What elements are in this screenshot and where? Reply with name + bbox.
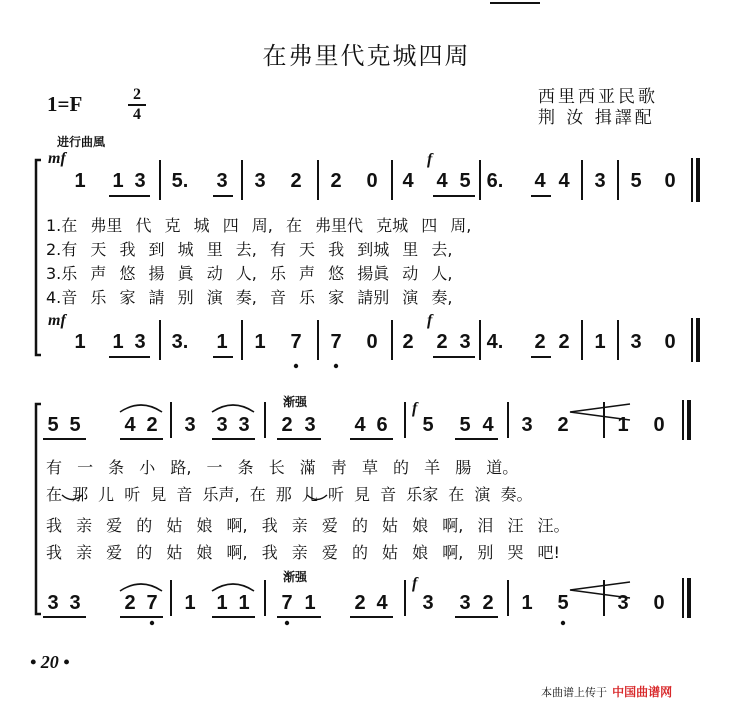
note: 3 [594, 170, 606, 192]
note: 1 [521, 592, 533, 614]
note: 3 [521, 414, 533, 436]
note: 4 [354, 414, 366, 436]
song-origin: 西里西亚民歌 [538, 87, 658, 107]
note: 3 [304, 414, 316, 436]
lyric-verse-1b: 有 一 条 小 路, 一 条 长 滿 靑 草 的 羊 腸 道。 [46, 458, 519, 477]
crescendo-text-2: 渐强 [283, 570, 308, 584]
note: 2 [557, 414, 569, 436]
time-signature-top: 2 [133, 86, 141, 103]
note: 0 [664, 170, 676, 192]
site-logo[interactable]: 中国曲谱网 [612, 685, 673, 699]
note: 4 [482, 414, 494, 436]
note: 5. [171, 170, 189, 192]
note: 7 [330, 331, 342, 353]
note: 1 [238, 592, 250, 614]
note: 3 [216, 170, 228, 192]
note: 5 [459, 414, 471, 436]
note: 1 [617, 414, 629, 436]
note: 4 [558, 170, 570, 192]
note: 2 [124, 592, 136, 614]
beams-2 [43, 439, 498, 617]
dynamic-f-4: f [412, 575, 418, 592]
note: 3 [459, 331, 471, 353]
note: 1 [254, 331, 266, 353]
note: 6 [376, 414, 388, 436]
translator-credit: 荆 汝 揖譯配 [538, 108, 655, 128]
note: 1 [216, 331, 228, 353]
crescendo-text-1: 渐强 [283, 395, 308, 409]
note: 0 [366, 170, 378, 192]
system-bracket-2 [36, 404, 41, 614]
octave-dots [150, 364, 565, 625]
note: 4 [436, 170, 448, 192]
note: 3 [422, 592, 434, 614]
note: 2 [482, 592, 494, 614]
note: 1 [184, 592, 196, 614]
barlines-1-lower [160, 318, 698, 362]
note: 7 [281, 592, 293, 614]
note: 2 [436, 331, 448, 353]
note: 4 [402, 170, 414, 192]
lyric-verse-1: 1.在 弗里 代 克 城 四 周, 在 弗里代 克城 四 周, [46, 216, 472, 235]
note: 0 [653, 592, 665, 614]
note: 5 [630, 170, 642, 192]
note: 3. [171, 331, 189, 353]
page-number: • 20 • [30, 652, 70, 672]
note: 0 [653, 414, 665, 436]
footer-attribution [541, 681, 672, 700]
tempo-marking: 进行曲風 [57, 135, 106, 149]
time-signature-bottom: 4 [128, 104, 146, 124]
note: 5 [557, 592, 569, 614]
note: 2 [281, 414, 293, 436]
note: 2 [290, 170, 302, 192]
note: 3 [134, 170, 146, 192]
lyric-verse-4b: 我 亲 爱 的 姑 娘 啊, 我 亲 爱 的 姑 娘 啊, 别 哭 吧! [46, 543, 560, 562]
barlines-1-upper [160, 158, 698, 202]
note: 5 [69, 414, 81, 436]
note: 3 [134, 331, 146, 353]
dynamic-f-1: f [427, 151, 433, 168]
note: 3 [69, 592, 81, 614]
lyric-slurs [62, 495, 327, 500]
system-bracket-1 [36, 160, 41, 355]
note: 4 [124, 414, 136, 436]
note: 1 [112, 170, 124, 192]
note: 2 [558, 331, 570, 353]
note: 2 [146, 414, 158, 436]
key-signature: 1=F [47, 92, 83, 116]
lyric-verse-3: 3.乐 声 悠 揚 眞 动 人, 乐 声 悠 揚眞 动 人, [46, 264, 453, 283]
lyric-verse-2: 2.有 天 我 到 城 里 去, 有 天 我 到城 里 去, [46, 240, 453, 259]
note: 5 [47, 414, 59, 436]
lyric-verse-3b: 我 亲 爱 的 姑 娘 啊, 我 亲 爱 的 姑 娘 啊, 泪 汪 汪。 [46, 516, 570, 535]
note: 1 [74, 331, 86, 353]
dynamic-mf-1: mf [48, 150, 66, 167]
note: 3 [238, 414, 250, 436]
note: 4. [486, 331, 504, 353]
note: 5 [422, 414, 434, 436]
note: 1 [74, 170, 86, 192]
dynamic-f-2: f [427, 312, 433, 329]
note: 4 [376, 592, 388, 614]
beams-1 [109, 196, 551, 357]
note: 3 [216, 414, 228, 436]
dynamic-mf-2: mf [48, 312, 66, 329]
lyric-verse-4: 4.音 乐 家 請 别 演 奏, 音 乐 家 請别 演 奏, [46, 288, 453, 307]
note: 0 [664, 331, 676, 353]
note: 1 [112, 331, 124, 353]
note: 3 [630, 331, 642, 353]
note: 3 [617, 592, 629, 614]
note: 2 [534, 331, 546, 353]
slurs [120, 405, 254, 591]
note: 2 [330, 170, 342, 192]
page-title: 在弗里代克城四周 [262, 42, 471, 70]
note: 3 [184, 414, 196, 436]
note: 3 [459, 592, 471, 614]
note: 2 [354, 592, 366, 614]
note: 6. [486, 170, 504, 192]
note: 0 [366, 331, 378, 353]
footer-text: 本曲谱上传于 [541, 686, 607, 699]
note: 3 [254, 170, 266, 192]
note: 4 [534, 170, 546, 192]
note: 3 [47, 592, 59, 614]
note: 7 [290, 331, 302, 353]
note: 2 [402, 331, 414, 353]
dynamic-f-3: f [412, 400, 418, 417]
lyric-verse-2b: 在 那 儿 听 見 音 乐声, 在 那 儿 听 見 音 乐家 在 演 奏。 [46, 485, 533, 504]
note: 7 [146, 592, 158, 614]
note: 5 [459, 170, 471, 192]
note: 1 [594, 331, 606, 353]
note: 1 [304, 592, 316, 614]
note: 1 [216, 592, 228, 614]
hairpins [570, 404, 630, 598]
